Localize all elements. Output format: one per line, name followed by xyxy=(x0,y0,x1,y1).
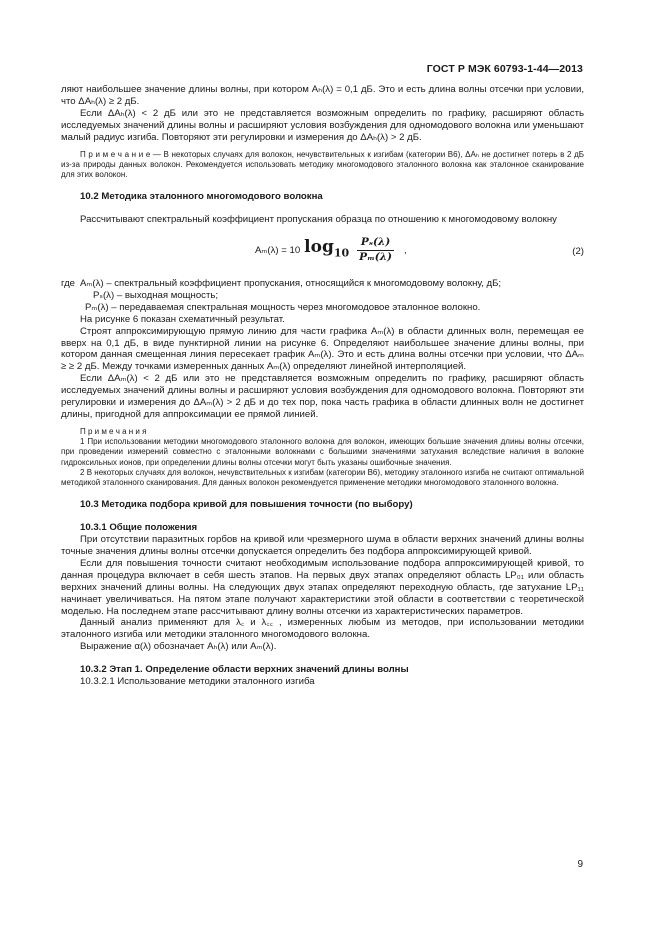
definition-item: Pₘ(λ) – передаваемая спектральная мощность через многомодовое эталонное волокно. xyxy=(85,301,481,313)
formula-2 xyxy=(61,234,584,274)
section-heading-10-2: 10.2 Методика эталонного многомодового волокна xyxy=(80,191,323,203)
section-heading-10-3-2: 10.3.2 Этап 1. Определение области верхних значений длины волны xyxy=(80,664,409,676)
formula-denominator: Pₘ(λ) xyxy=(359,250,393,263)
where-label: где xyxy=(61,278,76,290)
formula-lhs: Aₘ(λ) = 10 xyxy=(255,244,301,256)
section-heading-10-3: 10.3 Методика подбора кривой для повышения точности (по выбору) xyxy=(80,499,413,511)
paragraph: Если ΔAₕ(λ) < 2 дБ или это не представляется возможным определить по графику, расширяют область исследуемых значений длины волны и расширяют условия возбуждения для одномодового волокна или уменьшают малый радиус изгиба. Повторяют эти регулировки и измерения до ΔAₕ(λ) > 2 дБ. xyxy=(61,107,584,143)
paragraph: ляют наибольшее значение длины волны, при котором Aₕ(λ) = 0,1 дБ. Это и есть длина волны отсечки при условии, что ΔAₕ(λ) ≥ 2 дБ. xyxy=(61,84,584,107)
paragraph: Рассчитывают спектральный коэффициент пропускания образца по отношению к многомодовому волокну xyxy=(80,214,557,226)
definition-item: Pₛ(λ) – выходная мощность; xyxy=(93,289,219,301)
paragraph: На рисунке 6 показан схематичный результат. xyxy=(80,313,285,325)
paragraph: Если для повышения точности считают необходимым использование подбора аппроксимирующей кривой, то данная процедура включает в себя шесть этапов. На первых двух этапах определяют область LP₀₁ или область верхних значений длины волны. На следующих двух этапах определяют переходную область, где затухание LP₁₁ начинает увеличиваться. На пятом этапе получают характеристики этой области в соответствии с теоретической моделью. На последнем этапе рассчитывают длину волны отсечки из характеристических параметров. xyxy=(61,557,584,617)
note: П р и м е ч а н и е — В некоторых случаях для волокон, нечувствительных к изгибам (категории B6), ΔAₕ не достигнет потерь в 2 дБ из-за природы данных волокон. Рекомендуется использовать методику многомодового эталонного волокна как эталонное сканирование для этих волокон. xyxy=(61,149,584,179)
page-number: 9 xyxy=(577,859,583,870)
formula-fraction xyxy=(355,237,396,264)
document-body xyxy=(61,84,584,688)
paragraph: Выражение α(λ) обозначает Aₕ(λ) или Aₘ(λ). xyxy=(80,641,277,653)
section-heading-10-3-1: 10.3.1 Общие положения xyxy=(80,522,198,534)
definitions xyxy=(61,278,584,314)
notes-title: П р и м е ч а н и я xyxy=(80,426,147,436)
paragraph: При отсутствии паразитных горбов на кривой или чрезмерного шума в области верхних значений длины волны точные значения длины волны отсечки допускается определить без подбора аппроксимирующей кривой. xyxy=(61,534,584,558)
paragraph: 10.3.2.1 Использование методики эталонного изгиба xyxy=(80,676,315,688)
paragraph: Строят аппроксимирующую прямую линию для части графика Aₘ(λ) в области длинных волн, перемещая ее вверх на 0,1 дБ, в виде пунктирной линии на рисунке 6. Определяют наибольшее значение длины волны, при котором данная смещенная линия пересекает график Aₘ(λ). Это и есть длина волны отсечки при условии, что ΔAₘ ≥ ≥ 2 дБ. Между точками измеренных данных Aₘ(λ) определяют линейной интерполяцией. xyxy=(61,325,584,373)
note: 2 В некоторых случаях для волокон, нечувствительных к изгибам (категории B6), методику эталонного изгиба не считают оптимальной методикой эталонного сканирования. Для данных волокон рекомендуется применение методики многомодового эталонного волокна. xyxy=(61,467,584,487)
definition-item: Aₘ(λ) – спектральный коэффициент пропускания, относящийся к многомодовому волокну, дБ; xyxy=(80,278,502,290)
paragraph: Данный анализ применяют для λ꜀ и λ꜀꜀ , измеренных любым из методов, при использовании методики эталонного изгиба или методики эталонного многомодового волокна. xyxy=(61,617,584,641)
formula-comma: , xyxy=(404,244,407,256)
paragraph: Если ΔAₘ(λ) < 2 дБ или это не представляется возможным определить по графику, расширяют область исследуемых значений длины волны и расширяют условия возбуждения для одномодового волокна. Повторяют эти регулировки и измерения до ΔAₘ(λ) > 2 дБ и до тех пор, пока часть графика в области длинных волн не достигнет длины, пригодной для аппроксимации ее прямой линией. xyxy=(61,373,584,421)
note: 1 При использовании методики многомодового эталонного волокна для волокон, имеющих большие значения длины волны отсечки, при проведении измерений совместно с эталонными волокнами с большими значениями затухания вследствие наличия в волокне гидроксильных ионов, при определении длины волны отсечки могут быть указаны ошибочные значения. xyxy=(61,437,584,467)
formula-numerator: Pₛ(λ) xyxy=(357,237,394,251)
formula-number: (2) xyxy=(572,246,584,258)
standard-header: ГОСТ Р МЭК 60793-1-44—2013 xyxy=(426,63,583,75)
formula-log: $\log_{10}$ xyxy=(304,236,350,260)
